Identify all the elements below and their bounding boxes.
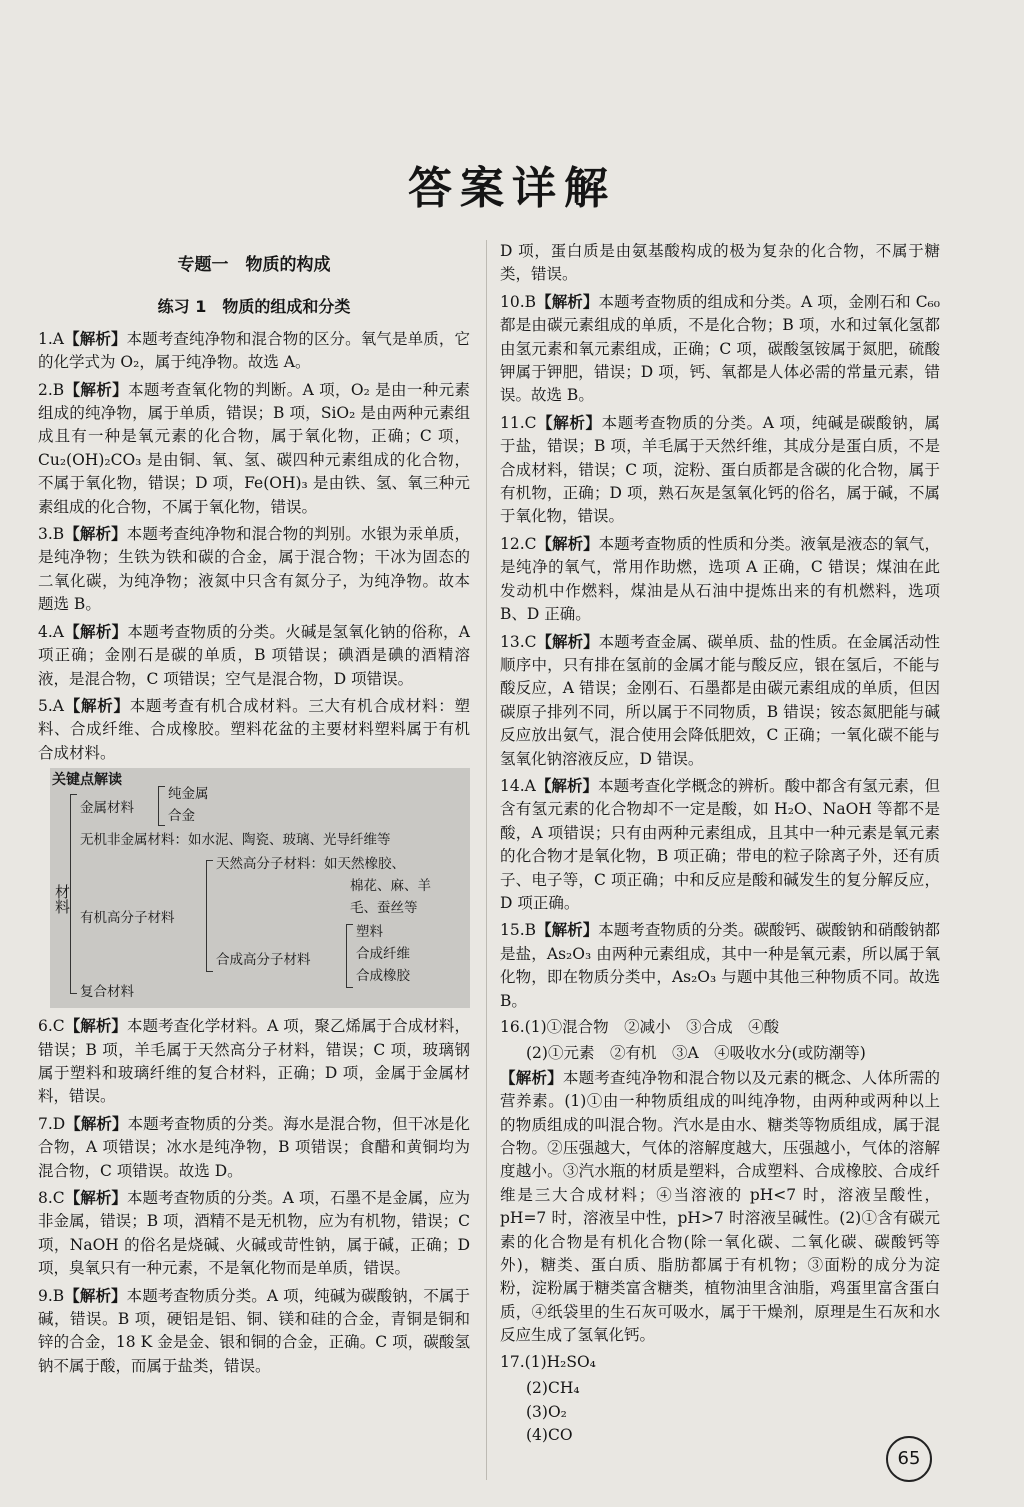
- answer-number: 6.C: [38, 1017, 65, 1036]
- answer-number: 3.B: [38, 525, 65, 544]
- answer-item: [38, 1284, 470, 1379]
- tree-natural-cont2: 毛、蚕丝等: [350, 900, 418, 917]
- answer-line: (3)O₂: [526, 1402, 567, 1421]
- answer-item: [500, 411, 940, 529]
- answer-text: 本题考查物质分类。A 项，纯碱为碳酸钠，不属于碱，错误。B 项，硬铝是铝、铜、镁和硅的合金，青铜是铜和锌的合金，18 K 金是金、银和铜的合金，正确。C 项，碳酸氢钠不属于酸，而属于盐类，错误。: [38, 1286, 470, 1375]
- answer-text: 本题考查氧化物的判断。A 项，O₂ 是由一种元素组成的纯净物，属于单质，错误；B 项，SiO₂ 是由两种元素组成且有一种是氧元素的化合物，属于氧化物，正确；C 项，Cu₂(OH)₂CO₃ 是由铜、氧、氢、碳四种元素组成的化合物，不属于氧化物，错误；D 项，Fe(OH)₃ 是由铁、氢、氧三种元素组成的化合物，不属于氧化物，错误。: [38, 380, 470, 516]
- answer-item: [500, 1351, 940, 1374]
- answer-item: [38, 1112, 470, 1183]
- answer-item: [500, 774, 940, 915]
- page-title: 答案详解: [408, 163, 616, 214]
- tree-synthetic: 合成高分子材料: [216, 952, 311, 969]
- answer-text: 本题考查化学概念的辨析。酸中都含有氢元素，但含有氢元素的化合物却不一定是酸，如 H₂O、NaOH 等都不是酸，A 项错误；只有由两种元素组成，且其中一种元素是氧元素的化合物才是氧化物，B 项正确；带电的粒子除离子外，还有质子、电子等，C 项正确；中和反应是酸和碱发生的复分解反应，D 项正确。: [500, 776, 940, 912]
- answer-item: [38, 620, 470, 691]
- tree-root-label: 材料: [53, 884, 71, 915]
- answer-list: [38, 327, 470, 765]
- analysis-tag: 【解析】: [64, 524, 127, 544]
- answer-line: (1)①混合物 ②减小 ③合成 ④酸: [524, 1018, 780, 1036]
- left-column: [38, 240, 470, 1381]
- tree-metal-pure: 纯金属: [168, 786, 209, 803]
- tree-synthetic-plastic: 塑料: [356, 924, 383, 941]
- tree-metal-alloy: 合金: [168, 808, 195, 825]
- analysis-tag: 【解析】: [63, 695, 130, 715]
- answer-item: [500, 1016, 940, 1039]
- tree-natural-cont1: 棉花、麻、羊: [350, 878, 431, 895]
- answer-number: 4.A: [38, 622, 64, 641]
- metal-brace: [158, 786, 165, 826]
- answer-number: 13.C: [500, 632, 537, 651]
- right-column: [500, 240, 940, 1447]
- answer-analysis: [500, 1066, 940, 1348]
- answer-text: 本题考查物质的分类。海水是混合物，但干冰是化合物，A 项错误；冰水是纯净物，B 项错误；食醋和黄铜均为混合物，C 项错误。故选 D。: [38, 1114, 470, 1180]
- analysis-tag: 【解析】: [536, 920, 599, 940]
- answer-line: (2)①元素 ②有机 ③A ④吸收水分(或防潮等): [526, 1044, 866, 1063]
- tree-natural: 天然高分子材料：如天然橡胶、: [216, 856, 405, 873]
- answer-item: [500, 630, 940, 771]
- answer-item: [38, 1014, 470, 1109]
- page-number: 65: [886, 1436, 932, 1482]
- key-points-title: 关键点解读: [52, 772, 122, 789]
- answer-item: [38, 378, 470, 519]
- answer-text: 本题考查纯净物和混合物的判别。水银为汞单质，是纯净物；生铁为铁和碳的合金，属于混合物；干冰为固态的二氧化碳，为纯净物；液氮中只含有氮分子，为纯净物。故本题选 B。: [38, 525, 470, 614]
- answer-text: D 项，蛋白质是由氨基酸构成的极为复杂的化合物，不属于糖类，错误。: [500, 242, 940, 284]
- answer-number: 10.B: [500, 292, 537, 311]
- analysis-tag: 【解析】: [64, 1016, 127, 1036]
- answer-number: 14.A: [500, 776, 536, 795]
- analysis-tag: 【解析】: [65, 1113, 128, 1133]
- answer-number: 11.C: [500, 413, 537, 432]
- answer-list: [38, 1014, 470, 1378]
- root-brace: [70, 794, 77, 994]
- answer-number: 8.C: [38, 1188, 65, 1207]
- answer-text: 本题考查物质的分类。碳酸钙、碳酸钠和硝酸钠都是盐，As₂O₃ 由两种元素组成，其中一种是氧元素，所以属于氧化物，即在物质分类中，As₂O₃ 与题中其他三种物质不同。故选 B。: [500, 921, 940, 1010]
- answer-number: 9.B: [38, 1286, 65, 1305]
- tree-composite: 复合材料: [80, 984, 134, 1001]
- analysis-text: 本题考查纯净物和混合物以及元素的概念、人体所需的营养素。(1)①由一种物质组成的叫纯净物，由两种或两种以上的物质组成的叫混合物。汽水是由水、糖类等物质组成，属于混合物。②压强越大，气体的溶解度越大，压强越小，气体的溶解度越小。③汽水瓶的材质是塑料，合成塑料、合成橡胶、合成纤维是三大合成材料；④当溶液的 pH<7 时，溶液呈酸性，pH=7 时，溶液呈中性，pH>7 时溶液呈碱性。(2)①含有碳元素的化合物是有机化合物(除一氧化碳、二氧化碳、碳酸钙等外)，糖类、蛋白质、脂肪都属于有机物；③面粉的成分为淀粉，淀粉属于糖类富含糖类，植物油里含油脂，鸡蛋里富含蛋白质，④纸袋里的生石灰可吸水，属于干燥剂，原理是生石灰和水反应生成了氢氧化钙。: [500, 1068, 940, 1345]
- analysis-tag: 【解析】: [64, 379, 129, 399]
- answer-number: 2.B: [38, 380, 65, 399]
- answer-number: 15.B: [500, 921, 537, 940]
- analysis-tag: 【解析】: [535, 775, 599, 795]
- answer-line: (1)H₂SO₄: [524, 1352, 596, 1371]
- answer-number: 5.A: [38, 696, 64, 715]
- analysis-tag: 【解析】: [500, 1067, 563, 1087]
- synthetic-brace: [346, 924, 353, 988]
- section-title: 练习 1 物质的组成和分类: [157, 297, 351, 317]
- answer-text: 本题考查有机合成材料。三大有机合成材料：塑料、合成纤维、合成橡胶。塑料花盆的主要材料塑料属于有机合成材料。: [38, 696, 470, 762]
- tree-synthetic-fiber: 合成纤维: [356, 946, 410, 963]
- answer-item: [38, 327, 470, 375]
- analysis-tag: 【解析】: [63, 328, 127, 348]
- answer-line: (4)CO: [526, 1425, 573, 1444]
- tree-synthetic-rubber: 合成橡胶: [356, 968, 410, 985]
- analysis-tag: 【解析】: [536, 412, 602, 432]
- answer-number: 1.A: [38, 329, 64, 348]
- answer-list: [500, 240, 940, 1013]
- answer-item: [38, 522, 470, 617]
- column-divider: [486, 240, 487, 1480]
- analysis-tag: 【解析】: [536, 631, 599, 651]
- answer-text: 本题考查化学材料。A 项，聚乙烯属于合成材料，错误；B 项，羊毛属于天然高分子材料，错误；C 项，玻璃钢属于塑料和玻璃纤维的复合材料，正确；D 项，金属于金属材料，错误。: [38, 1017, 470, 1106]
- analysis-tag: 【解析】: [63, 621, 128, 641]
- answer-item: [38, 694, 470, 765]
- answer-number: 17.: [500, 1352, 525, 1371]
- analysis-tag: 【解析】: [64, 1285, 127, 1305]
- answer-text: 本题考查物质的分类。火碱是氢氧化钠的俗称，A 项正确；金刚石是碳的单质，B 项错误；碘酒是碘的酒精溶液，是混合物，C 项错误；空气是混合物，D 项错误。: [38, 622, 470, 688]
- answer-item: [500, 240, 940, 287]
- tree-metal: 金属材料: [80, 800, 134, 817]
- answer-text: 本题考查纯净物和混合物的区分。氧气是单质，它的化学式为 O₂，属于纯净物。故选 A。: [38, 329, 470, 372]
- answer-text: 本题考查物质的分类。A 项，石墨不是金属，应为非金属，错误；B 项，酒精不是无机物，应为有机物，错误；C 项，NaOH 的俗名是烧碱、火碱或苛性钠，属于碱，正确；D 项，臭氧只有一种元素，不是氧化物而是单质，错误。: [38, 1188, 470, 1278]
- answer-item: [38, 1186, 470, 1281]
- answer-item: [500, 918, 940, 1013]
- answer-text: 本题考查物质的分类。A 项，纯碱是碳酸钠，属于盐，错误；B 项，羊毛属于天然纤维，其成分是蛋白质，不是合成材料，错误；C 项，淀粉、蛋白质都是含碳的化合物，属于有机物，正确；D 项，熟石灰是氢氧化钙的俗名，属于碱，不属于氧化物，错误。: [500, 413, 940, 526]
- key-points-box: [50, 768, 470, 1008]
- answer-text: 本题考查金属、碳单质、盐的性质。在金属活动性顺序中，只有排在氢前的金属才能与酸反应，银在氢后，不能与酸反应，A 错误；金刚石、石墨都是由碳元素组成的单质，但因碳原子排列不同，所以属于不同物质，B 错误；铵态氮肥能与碱反应放出氨气，混合使用会降低肥效，C 正确；一氧化碳不能与氢氧化钠溶液反应，D 错误。: [500, 632, 940, 768]
- answer-item: [500, 290, 940, 408]
- analysis-tag: 【解析】: [536, 533, 599, 553]
- tree-inorganic: 无机非金属材料：如水泥、陶瓷、玻璃、光导纤维等: [80, 832, 391, 849]
- answer-item: [500, 532, 940, 627]
- answer-number: 7.D: [38, 1114, 66, 1133]
- answer-text: 本题考查物质的组成和分类。A 项，金刚石和 C₆₀ 都是由碳元素组成的单质，不是化合物；B 项，水和过氧化氢都由氢元素和氧元素组成，正确；C 项，碳酸氢铵属于氮肥，硫酸钾属于钾肥，错误；D 项，钙、氧都是人体必需的常量元素，错误。故选 B。: [500, 292, 940, 405]
- analysis-tag: 【解析】: [64, 1187, 127, 1207]
- chapter-title: 专题一 物质的构成: [177, 255, 331, 275]
- organic-brace: [206, 860, 213, 972]
- answer-number: 16.: [500, 1018, 525, 1036]
- tree-organic: 有机高分子材料: [80, 910, 175, 927]
- analysis-tag: 【解析】: [536, 291, 599, 311]
- answer-line: (2)CH₄: [526, 1379, 580, 1398]
- answer-text: 本题考查物质的性质和分类。液氧是液态的氧气，是纯净的氧气，常用作助燃，选项 A 正确，C 错误；煤油在此发动机中作燃料，煤油是从石油中提炼出来的有机燃料，选项 B、D 正确。: [500, 534, 940, 624]
- answer-number: 12.C: [500, 534, 537, 553]
